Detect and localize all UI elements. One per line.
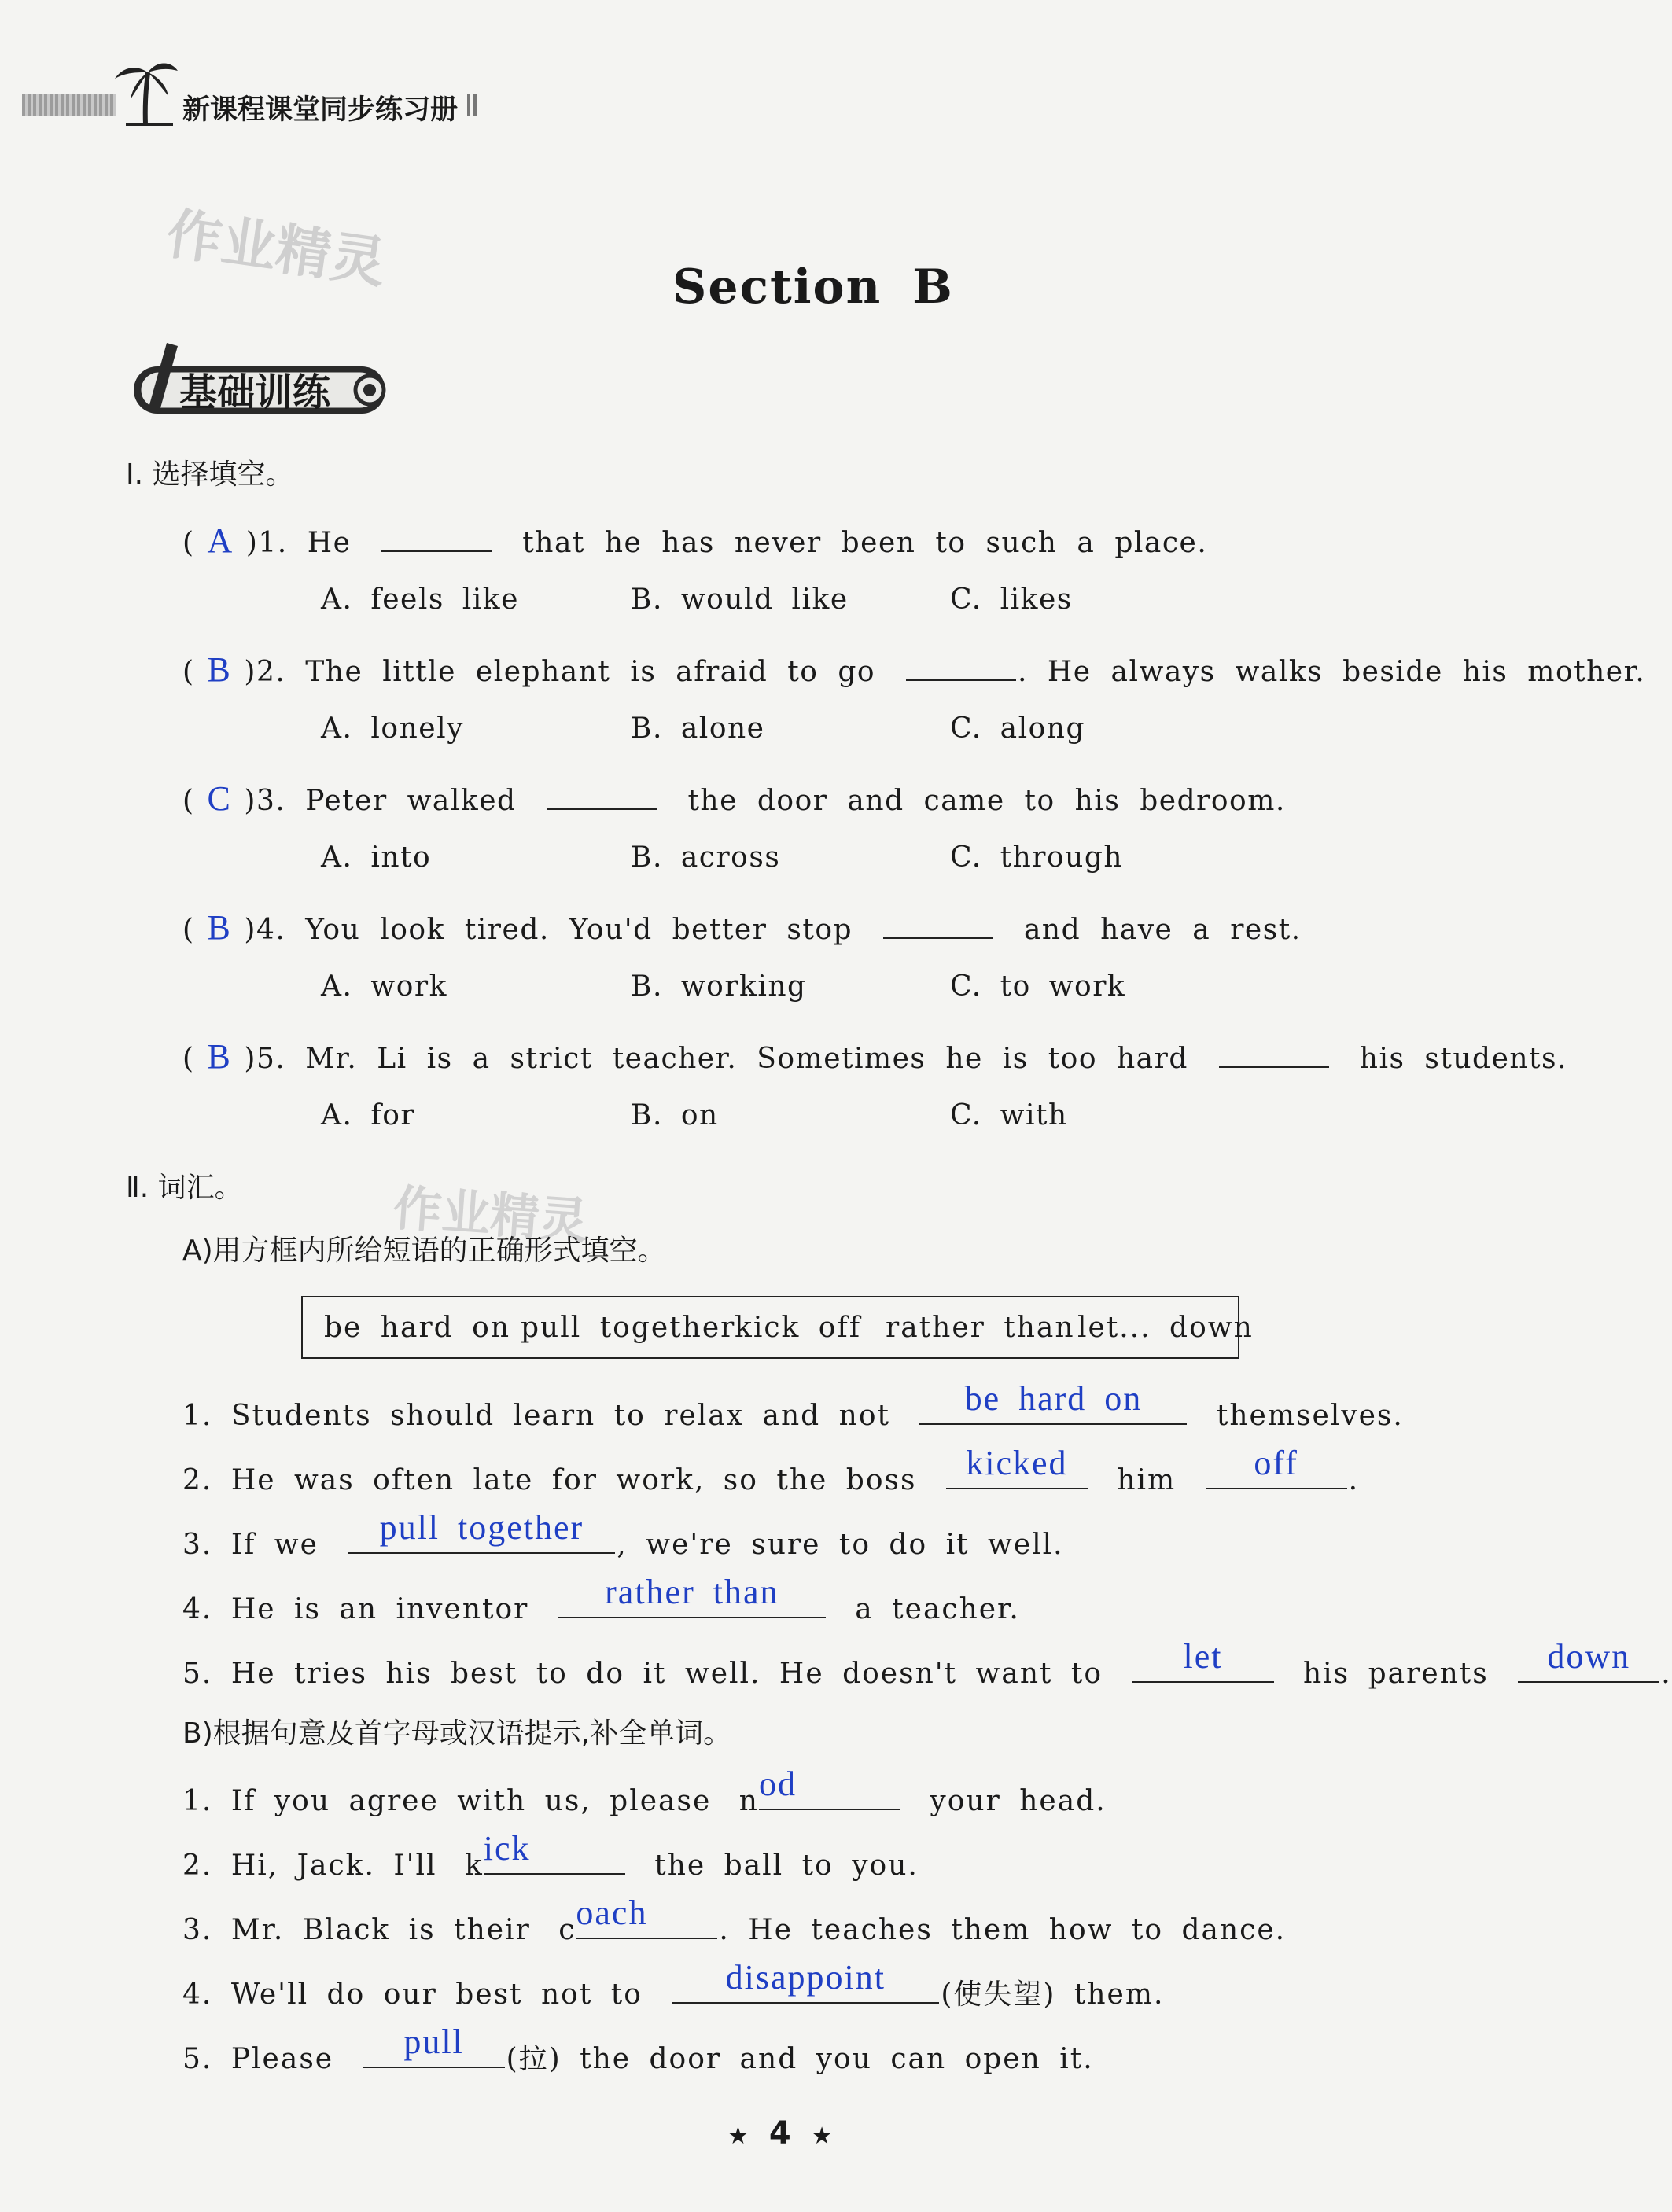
partA-blank-3[interactable] xyxy=(348,1508,615,1554)
partB-blank-3[interactable] xyxy=(576,1894,717,1939)
q3-option-a: A. into xyxy=(321,841,432,874)
q4-option-a: A. work xyxy=(321,970,447,1003)
partA-item-1: 1. Students should learn to relax and not be hard on themselves. xyxy=(182,1379,1404,1432)
partB-fill-2: ick xyxy=(483,1829,531,1868)
question-1: ( A )1. He that he has never been to such a place. xyxy=(182,519,1207,561)
answer-3: C xyxy=(207,779,232,818)
blank-3[interactable] xyxy=(547,777,657,810)
partB-fill-5: pull xyxy=(403,2022,464,2061)
partA-blank-5[interactable] xyxy=(1132,1637,1274,1683)
partB-blank-4[interactable] xyxy=(672,1958,939,2004)
book-title: 新课程课堂同步练习册 xyxy=(182,94,459,126)
partB-fill-4: disappoint xyxy=(725,1958,886,1997)
header-decoration-bar xyxy=(22,94,116,116)
page-number-footer xyxy=(727,2115,833,2151)
partA-blank-1[interactable] xyxy=(919,1379,1187,1425)
partB-blank-5[interactable] xyxy=(363,2022,505,2068)
part2-heading: Ⅱ. 词汇。 xyxy=(126,1172,243,1204)
q1-option-c: C. likes xyxy=(950,583,1073,616)
question-5: ( B )5. Mr. Li is a strict teacher. Sometimes he is too hard his students. xyxy=(182,1035,1567,1077)
partA-fill-1: be hard on xyxy=(964,1379,1143,1418)
partA-fill-4: rather than xyxy=(605,1573,779,1611)
answer-1: A xyxy=(207,521,234,560)
partB-blank-1[interactable] xyxy=(758,1765,900,1810)
partB-item-2: 2. Hi, Jack. I'll k ick the ball to you. xyxy=(182,1829,919,1882)
q1-option-a: A. feels like xyxy=(321,583,519,616)
blank-4[interactable] xyxy=(883,906,993,939)
partA-item-3: 3. If we pull together , we're sure to do it well. xyxy=(182,1508,1064,1561)
palm-tree-icon xyxy=(110,55,181,126)
partA-blank-2[interactable] xyxy=(946,1444,1088,1489)
question-2: ( B )2. The little elephant is afraid to go . He always walks beside his mother. xyxy=(182,648,1645,690)
answer-2: B xyxy=(207,650,232,689)
partA-blank-2b[interactable] xyxy=(1206,1444,1347,1489)
q4-option-b: B. working xyxy=(631,970,807,1003)
partA-fill-2b: off xyxy=(1254,1444,1298,1482)
part1-heading: Ⅰ. 选择填空。 xyxy=(126,458,294,491)
section-title: Section B xyxy=(672,259,954,315)
phrase-1: be hard on xyxy=(324,1312,510,1344)
answer-4: B xyxy=(207,908,232,947)
partA-item-4: 4. He is an inventor rather than a teacher. xyxy=(182,1573,1020,1625)
blank-1[interactable] xyxy=(381,519,492,552)
q5-option-b: B. on xyxy=(631,1099,719,1132)
q2-option-b: B. alone xyxy=(631,712,765,745)
q3-option-c: C. through xyxy=(950,841,1124,874)
page-number: 4 xyxy=(768,2115,791,2151)
phrase-3: kick off xyxy=(735,1312,862,1344)
partA-fill-5b: down xyxy=(1547,1637,1631,1676)
partB-item-5: 5. Please pull (拉) the door and you can open it. xyxy=(182,2022,1094,2075)
q3-option-b: B. across xyxy=(631,841,781,874)
partA-fill-5: let xyxy=(1183,1637,1223,1676)
blank-2[interactable] xyxy=(906,648,1016,681)
q5-option-a: A. for xyxy=(321,1099,416,1132)
star-icon: ★ xyxy=(811,2122,833,2150)
partB-item-1: 1. If you agree with us, please n od your head. xyxy=(182,1765,1107,1817)
banner-label: 基础训练 xyxy=(179,370,331,414)
partA-blank-4[interactable] xyxy=(558,1573,826,1618)
q4-option-c: C. to work xyxy=(950,970,1126,1003)
phrase-5: let... down xyxy=(1077,1312,1254,1344)
answer-5: B xyxy=(207,1037,232,1076)
watermark-2: 作业精灵 xyxy=(391,1179,590,1250)
partA-fill-2: kicked xyxy=(966,1444,1068,1482)
partB-instruction: B)根据句意及首字母或汉语提示,补全单词。 xyxy=(182,1717,732,1750)
phrase-4: rather than xyxy=(886,1312,1075,1344)
partB-fill-1: od xyxy=(758,1765,797,1803)
partB-item-3: 3. Mr. Black is their c oach . He teaches them how to dance. xyxy=(182,1894,1287,1946)
partB-blank-2[interactable] xyxy=(483,1829,625,1875)
header-end-bar xyxy=(467,94,477,116)
partA-item-2: 2. He was often late for work, so the boss kicked him off . xyxy=(182,1444,1360,1496)
star-icon: ★ xyxy=(727,2122,749,2150)
partB-fill-3: oach xyxy=(576,1894,648,1932)
question-4: ( B )4. You look tired. You'd better stop and have a rest. xyxy=(182,906,1302,948)
question-3: ( C )3. Peter walked the door and came to his bedroom. xyxy=(182,777,1286,819)
partA-instruction: A)用方框内所给短语的正确形式填空。 xyxy=(182,1235,666,1267)
partA-fill-3: pull together xyxy=(379,1508,584,1547)
watermark: 作业精灵 xyxy=(162,201,390,296)
partA-blank-5b[interactable] xyxy=(1518,1637,1659,1683)
partB-item-4: 4. We'll do our best not to disappoint (使失望) them. xyxy=(182,1958,1165,2011)
q2-option-c: C. along xyxy=(950,712,1086,745)
blank-5[interactable] xyxy=(1219,1035,1329,1068)
q5-option-c: C. with xyxy=(950,1099,1068,1132)
phrase-2: pull together xyxy=(521,1312,736,1344)
partA-item-5: 5. He tries his best to do it well. He doesn't want to let his parents down . xyxy=(182,1637,1672,1690)
q2-option-a: A. lonely xyxy=(321,712,464,745)
q1-option-b: B. would like xyxy=(631,583,849,616)
